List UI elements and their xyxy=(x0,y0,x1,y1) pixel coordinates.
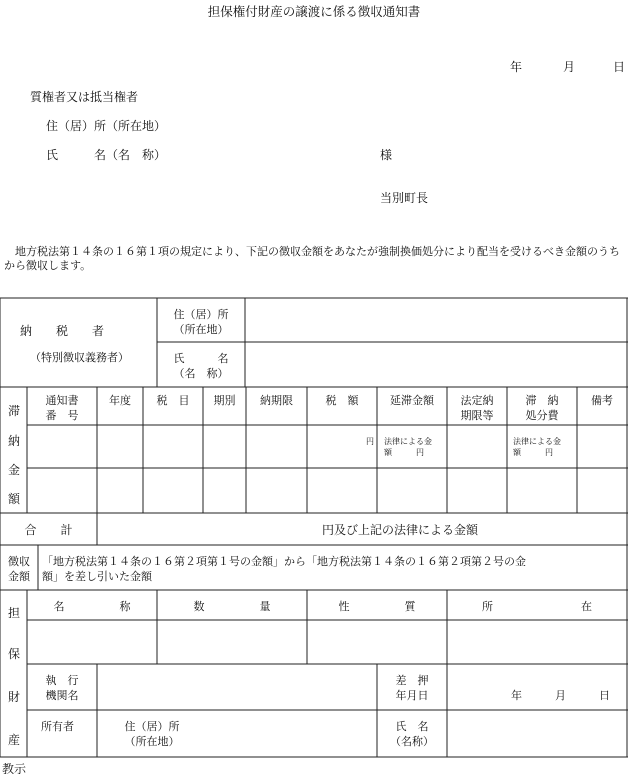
footer-instruction: 教示 xyxy=(2,762,27,776)
delinquency-note-2: 額 円 xyxy=(513,448,553,457)
taxpayer-address-label-1: 住（居）所 xyxy=(173,308,229,321)
executing-agency-label-2: 機関名 xyxy=(45,689,79,702)
owner-address-label-2: （所在地） xyxy=(124,735,180,748)
arrears-side-char-1: 滞 xyxy=(8,404,21,418)
header-year: 年度 xyxy=(109,394,131,407)
taxpayer-name-label-2: （名 称） xyxy=(173,367,229,380)
date-month-label: 月 xyxy=(563,60,576,74)
header-notice-no-2: 番 号 xyxy=(45,409,79,422)
addressee-address-label: 住（居）所（所在地） xyxy=(46,119,167,133)
document-title: 担保権付財産の譲渡に係る徴収通知書 xyxy=(207,4,421,19)
collateral-header-quality: 性 質 xyxy=(338,600,416,613)
taxpayer-address-label-2: （所在地） xyxy=(173,323,229,336)
collateral-side-char-2: 保 xyxy=(8,647,21,661)
header-legal-due-2: 期限等 xyxy=(460,409,494,422)
seizure-date-label-2: 年月日 xyxy=(395,689,429,702)
collateral-header-quantity: 数 量 xyxy=(193,600,271,613)
taxpayer-sub-label: （特別徴収義務者） xyxy=(30,351,129,364)
addressee-name-label: 氏 名（名 称） xyxy=(46,148,167,162)
taxpayer-name-field[interactable] xyxy=(246,343,626,386)
collection-text-1: 「地方税法第１４条の１６第２項第１号の金額」から「地方税法第１４条の１６第２項第２号の金 xyxy=(42,555,526,568)
header-legal-due-1: 法定納 xyxy=(460,394,494,407)
header-remarks: 備考 xyxy=(591,394,613,407)
collateral-side-char-3: 財 xyxy=(8,690,21,704)
issuer-name: 当別町長 xyxy=(380,191,429,205)
taxpayer-label: 納 税 者 xyxy=(20,324,105,338)
header-delinquency-1: 滞 納 xyxy=(525,394,559,407)
owner-address-label-1: 住（居）所 xyxy=(124,720,180,733)
addressee-heading: 質権者又は抵当権者 xyxy=(30,90,139,104)
owner-name-label-2: （名称） xyxy=(390,735,434,748)
header-late-charge: 延滞金額 xyxy=(390,394,434,407)
taxpayer-address-field[interactable] xyxy=(246,299,626,341)
owner-label: 所有者 xyxy=(41,720,74,733)
collection-label-1: 徴収 xyxy=(8,555,30,568)
arrears-side-char-4: 額 xyxy=(8,492,21,506)
header-delinquency-2: 処分費 xyxy=(525,409,559,422)
collateral-side-char-1: 担 xyxy=(8,606,21,620)
body-text: 地方税法第１４条の１６第１項の規定により、下記の徴収金額をあなたが強制換価処分により配当を受けるべき金額のうちから徴収します。 xyxy=(4,245,620,272)
total-value: 円及び上記の法律による金額 xyxy=(322,523,479,537)
taxpayer-name-label-1: 氏 名 xyxy=(173,352,229,365)
collection-label-2: 金額 xyxy=(8,570,30,583)
executing-agency-label-1: 執 行 xyxy=(45,674,79,687)
collateral-side-char-4: 産 xyxy=(8,733,21,747)
seizure-date-label-1: 差 押 xyxy=(395,674,429,687)
header-tax-item: 税 目 xyxy=(156,394,190,407)
collateral-header-name: 名 称 xyxy=(53,600,131,613)
owner-name-label-1: 氏 名 xyxy=(395,720,429,733)
tax-amount-yen: 円 xyxy=(366,437,374,446)
header-due-date: 納期限 xyxy=(260,394,293,407)
collateral-header-location: 所 在 xyxy=(482,600,592,613)
total-label: 合 計 xyxy=(24,523,73,537)
seizure-date-value: 年 月 日 xyxy=(511,689,610,702)
late-charge-note-2: 額 円 xyxy=(384,448,424,457)
date-year-label: 年 xyxy=(510,60,523,74)
date-day-label: 日 xyxy=(613,60,626,74)
arrears-side-char-3: 金 xyxy=(8,463,21,477)
delinquency-note-1: 法律による金 xyxy=(513,437,561,446)
header-notice-no-1: 通知書 xyxy=(45,394,79,407)
header-period: 期別 xyxy=(213,394,236,407)
collection-text-2: 額」を差し引いた金額 xyxy=(42,570,152,583)
honorific-sama: 様 xyxy=(380,148,393,162)
arrears-side-char-2: 納 xyxy=(8,434,21,448)
late-charge-note-1: 法律による金 xyxy=(384,437,432,446)
header-tax-amount: 税 額 xyxy=(325,394,359,407)
